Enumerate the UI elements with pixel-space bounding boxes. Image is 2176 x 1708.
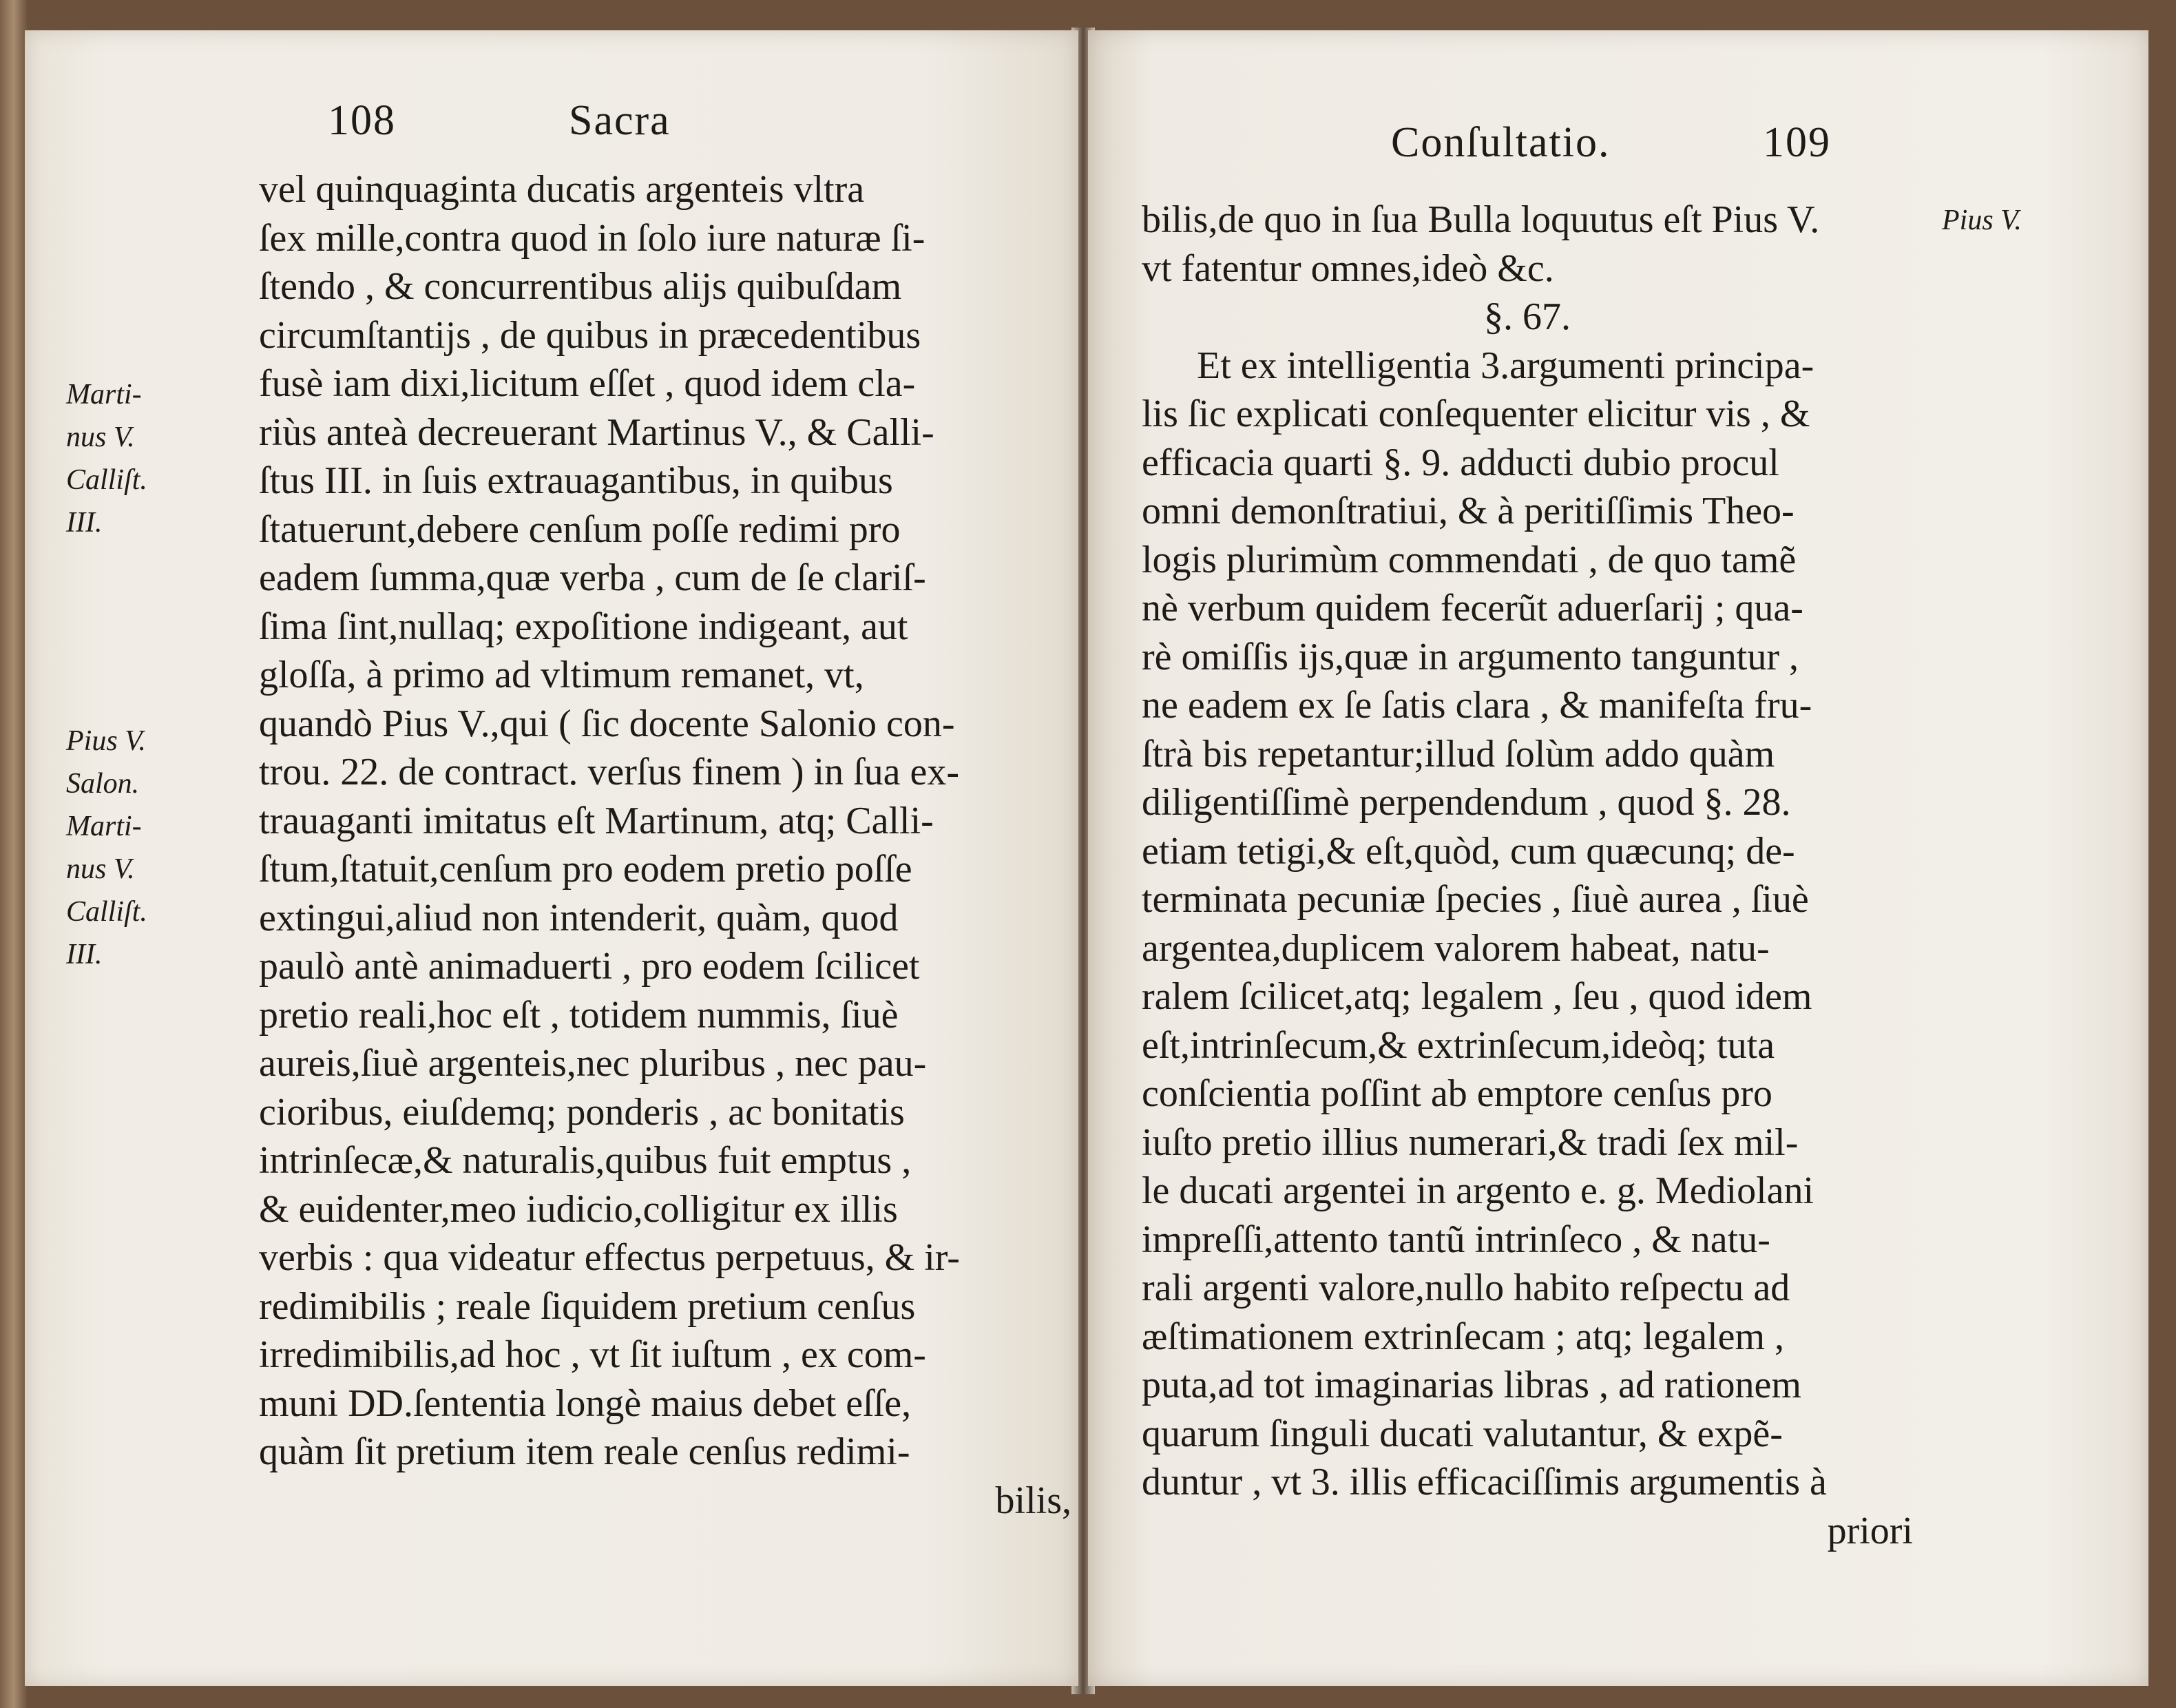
margin-note: III. <box>66 939 103 970</box>
text-line: aureis,ſiuè argenteis,nec pluribus , nec pau- <box>259 1042 927 1085</box>
text-line: efficacia quarti §. 9. adducti dubio procul <box>1142 441 1779 484</box>
left-marginal-notes <box>66 373 147 976</box>
text-line: ſtus III. in ſuis extrauagantibus, in quibus <box>259 459 893 502</box>
left-page <box>25 30 1078 1686</box>
text-line: ſtendo , & concurrentibus alijs quibuſdam <box>259 265 902 308</box>
text-line: paulò antè animaduerti , pro eodem ſcilicet <box>259 945 920 988</box>
text-line: muni DD.ſententia longè maius debet eſſe, <box>259 1382 912 1425</box>
text-line: vt fatentur omnes,ideò &c. <box>1142 247 1554 290</box>
text-line: ne eadem ex ſe ſatis clara , & manifeſta fru- <box>1142 684 1812 727</box>
text-line: §. 67. <box>1484 295 1571 338</box>
text-line: impreſſi,attento tantũ intrinſeco , & natu- <box>1142 1218 1770 1261</box>
text-line: rè omiſſis ijs,quæ in argumento tanguntur , <box>1142 635 1799 678</box>
text-line: conſcientia poſſint ab emptore cenſus pro <box>1142 1072 1772 1115</box>
text-line: ralem ſcilicet,atq; legalem , ſeu , quod idem <box>1142 975 1812 1018</box>
text-line: le ducati argentei in argento e. g. Mediolani <box>1142 1169 1814 1212</box>
text-line: trou. 22. de contract. verſus finem ) in ſua ex- <box>259 751 959 793</box>
text-line: etiam tetigi,& eſt,quòd, cum quæcunq; de- <box>1142 829 1795 873</box>
text-line: trauaganti imitatus eſt Martinum, atq; Calli- <box>259 799 934 842</box>
text-line: priori <box>1827 1509 1913 1552</box>
text-line: fusè iam dixi,licitum eſſet , quod idem cla- <box>259 362 916 405</box>
text-line: eſt,intrinſecum,& extrinſecum,ideòq; tuta <box>1142 1023 1775 1067</box>
text-line: bilis,de quo in ſua Bulla loquutus eſt Pius V. <box>1142 198 1820 241</box>
margin-note: Salon. <box>66 768 140 800</box>
right-page-number: 109 <box>1763 119 1831 166</box>
text-line: irredimibilis,ad hoc , vt ſit iuſtum , ex com- <box>259 1333 926 1376</box>
text-line: puta,ad tot imaginarias libras , ad rationem <box>1142 1364 1801 1406</box>
text-line: terminata pecuniæ ſpecies , ſiuè aurea , ſiuè <box>1142 878 1809 921</box>
text-line: ſtatuerunt,debere cenſum poſſe redimi pro <box>259 508 901 551</box>
text-line: ſtum,ſtatuit,cenſum pro eodem pretio poſſe <box>259 848 912 891</box>
text-line: vel quinquaginta ducatis argenteis vltra <box>259 168 865 211</box>
text-line: extingui,aliud non intenderit, quàm, quod <box>259 896 899 939</box>
right-body-text <box>1142 196 1913 1555</box>
right-running-head: Conſultatio. <box>1391 119 1611 166</box>
margin-note: Marti- <box>66 379 142 410</box>
right-page <box>1088 30 2148 1686</box>
text-line: argentea,duplicem valorem habeat, natu- <box>1142 926 1770 970</box>
text-line: quàm ſit pretium item reale cenſus redimi- <box>259 1430 910 1473</box>
left-running-head: Sacra <box>569 97 671 144</box>
text-line: iuſto pretio illius numerari,& tradi ſex mil- <box>1142 1121 1799 1164</box>
text-line: ſex mille,contra quod in ſolo iure naturæ ſi- <box>259 216 925 260</box>
text-line: redimibilis ; reale ſiquidem pretium cenſus <box>259 1284 916 1328</box>
text-line: bilis, <box>995 1479 1071 1522</box>
left-body-text <box>259 165 1071 1525</box>
margin-note: Pius V. <box>66 725 146 757</box>
margin-note: nus V. <box>66 853 135 885</box>
text-line: duntur , vt 3. illis efficaciſſimis argumentis à <box>1142 1461 1827 1503</box>
text-line: omni demonſtratiui, & à peritiſſimis Theo- <box>1142 490 1795 532</box>
text-line: nè verbum quidem fecerũt aduerſarij ; qua- <box>1142 587 1803 629</box>
text-line: rali argenti valore,nullo habito reſpectu ad <box>1142 1267 1790 1309</box>
text-line: circumſtantijs , de quibus in præcedentibus <box>259 313 921 357</box>
margin-note: III. <box>66 507 103 539</box>
text-line: cioribus, eiuſdemq; ponderis , ac bonitatis <box>259 1090 905 1134</box>
text-line: ſima ſint,nullaq; expoſitione indigeant, aut <box>259 605 908 648</box>
text-line: riùs anteà decreuerant Martinus V., & Calli- <box>259 410 934 454</box>
text-line: quarum ſinguli ducati valutantur, & expẽ- <box>1142 1412 1783 1455</box>
text-line: pretio reali,hoc eſt , totidem nummis, ſiuè <box>259 993 899 1037</box>
margin-note: Calliſt. <box>66 464 147 496</box>
text-line: logis plurimùm commendati , de quo tamẽ <box>1142 538 1797 581</box>
text-line: quandò Pius V.,qui ( ſic docente Salonio con- <box>259 702 955 745</box>
margin-note: Marti- <box>66 811 142 842</box>
text-line: Et ex intelligentia 3.argumenti principa- <box>1197 344 1814 387</box>
text-line: eadem ſumma,quæ verba , cum de ſe clariſ- <box>259 556 926 599</box>
margin-note: nus V. <box>66 421 135 453</box>
right-marginal-note: Pius V. <box>1942 205 2022 236</box>
text-line: ſtrà bis repetantur;illud ſolùm addo quàm <box>1142 732 1775 775</box>
text-line: lis ſic explicati conſequenter elicitur vis , & <box>1142 393 1810 435</box>
text-line: intrinſecæ,& naturalis,quibus fuit emptus , <box>259 1139 912 1182</box>
left-page-number: 108 <box>328 97 396 144</box>
text-line: & euidenter,meo iudicio,colligitur ex illis <box>259 1187 898 1231</box>
text-line: gloſſa, à primo ad vltimum remanet, vt, <box>259 654 864 696</box>
text-line: æſtimationem extrinſecam ; atq; legalem , <box>1142 1315 1785 1358</box>
margin-note: Calliſt. <box>66 896 147 928</box>
text-line: diligentiſſimè perpendendum , quod §. 28. <box>1142 781 1791 824</box>
text-line: verbis : qua videatur effectus perpetuus, & ir- <box>259 1236 960 1279</box>
